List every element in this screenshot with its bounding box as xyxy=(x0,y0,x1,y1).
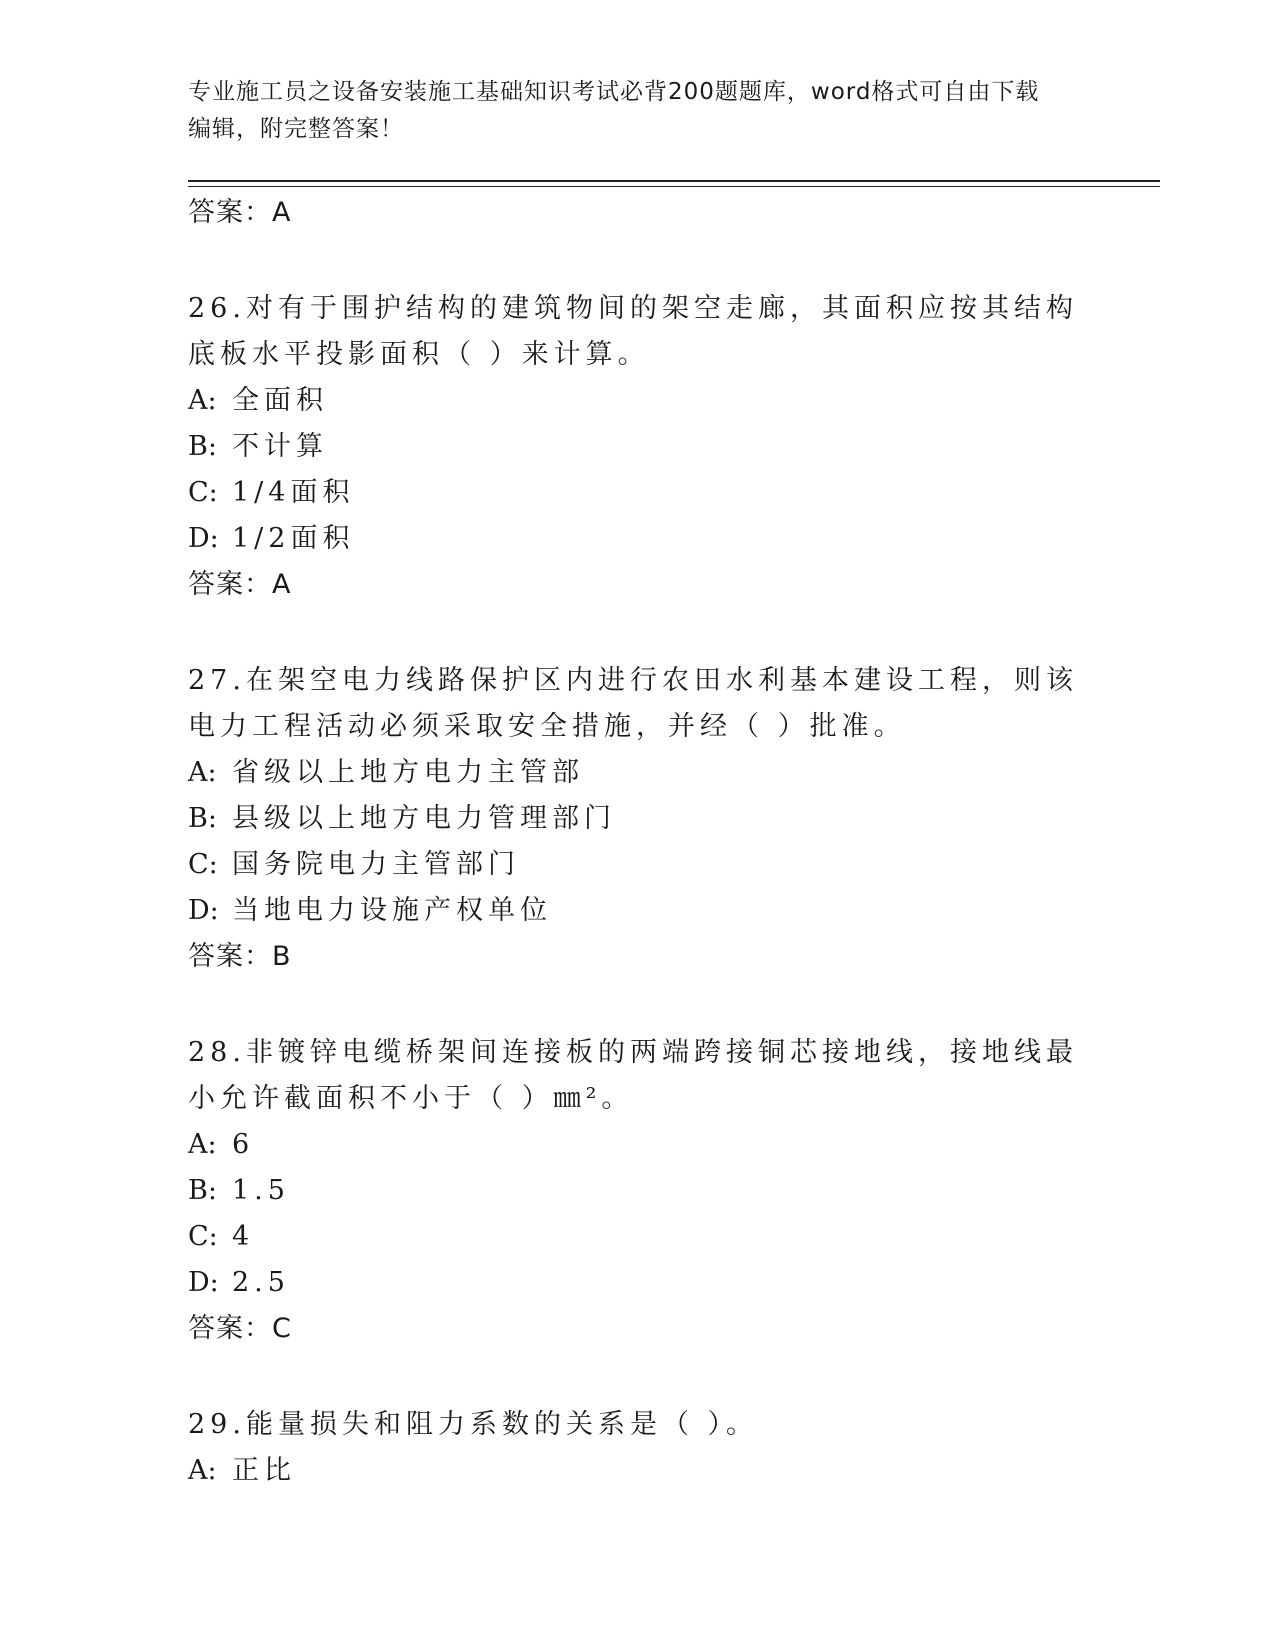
document-header xyxy=(188,74,1088,148)
option-label: A: xyxy=(188,1129,217,1160)
question-text: 26.对有于围护结构的建筑物间的架空走廊，其面积应按其结构底板水平投影面积（ ）来计算。 xyxy=(188,293,1078,370)
option-b xyxy=(188,424,1088,470)
option-text: 县级以上地方电力管理部门 xyxy=(232,803,616,834)
option-a xyxy=(188,750,1088,796)
previous-answer: 答案：A xyxy=(188,197,292,228)
option-label: C: xyxy=(188,849,218,880)
question-29 xyxy=(188,1402,1088,1494)
option-c xyxy=(188,470,1088,516)
option-label: B: xyxy=(188,1175,217,1206)
option-a xyxy=(188,1122,1088,1168)
option-label: A: xyxy=(188,1455,217,1486)
option-label: C: xyxy=(188,1221,218,1252)
header-title-line-2: 编辑，附完整答案！ xyxy=(188,116,404,142)
option-label: C: xyxy=(188,477,218,508)
option-label: B: xyxy=(188,431,217,462)
question-text: 28.非镀锌电缆桥架间连接板的两端跨接铜芯接地线，接地线最小允许截面积不小于（ ）㎜²。 xyxy=(188,1037,1078,1114)
option-a xyxy=(188,378,1088,424)
option-label: A: xyxy=(188,385,217,416)
option-c xyxy=(188,1214,1088,1260)
question-26 xyxy=(188,286,1088,608)
option-text: 正比 xyxy=(232,1455,296,1486)
option-d xyxy=(188,516,1088,562)
option-text: 省级以上地方电力主管部 xyxy=(232,757,584,788)
answer: 答案：B xyxy=(188,941,292,972)
option-text: 1/2面积 xyxy=(232,523,355,554)
option-label: D: xyxy=(188,523,219,554)
option-text: 全面积 xyxy=(232,385,328,416)
option-label: D: xyxy=(188,895,219,926)
question-list xyxy=(188,190,1088,1494)
option-text: 1/4面积 xyxy=(232,477,355,508)
answer: 答案：C xyxy=(188,1313,292,1344)
option-text: 不计算 xyxy=(232,431,328,462)
question-text: 29.能量损失和阻力系数的关系是（ ）。 xyxy=(188,1409,759,1440)
option-b xyxy=(188,796,1088,842)
option-d xyxy=(188,1260,1088,1306)
option-d xyxy=(188,888,1088,934)
question-28 xyxy=(188,1030,1088,1352)
option-text: 国务院电力主管部门 xyxy=(232,849,520,880)
question-text: 27.在架空电力线路保护区内进行农田水利基本建设工程，则该电力工程活动必须采取安全措施，并经（ ）批准。 xyxy=(188,665,1078,742)
header-divider-thin xyxy=(188,186,1160,187)
option-text: 2.5 xyxy=(232,1267,290,1298)
option-text: 当地电力设施产权单位 xyxy=(232,895,552,926)
option-b xyxy=(188,1168,1088,1214)
option-a xyxy=(188,1448,1088,1494)
answer: 答案：A xyxy=(188,569,292,600)
option-label: B: xyxy=(188,803,217,834)
option-label: D: xyxy=(188,1267,219,1298)
option-text: 6 xyxy=(232,1129,255,1160)
option-text: 4 xyxy=(232,1221,255,1252)
option-label: A: xyxy=(188,757,217,788)
header-title-line-1: 专业施工员之设备安装施工基础知识考试必背200题题库，word格式可自由下载 xyxy=(188,79,1040,105)
header-divider-thick xyxy=(188,180,1160,182)
question-27 xyxy=(188,658,1088,980)
option-c xyxy=(188,842,1088,888)
option-text: 1.5 xyxy=(232,1175,290,1206)
